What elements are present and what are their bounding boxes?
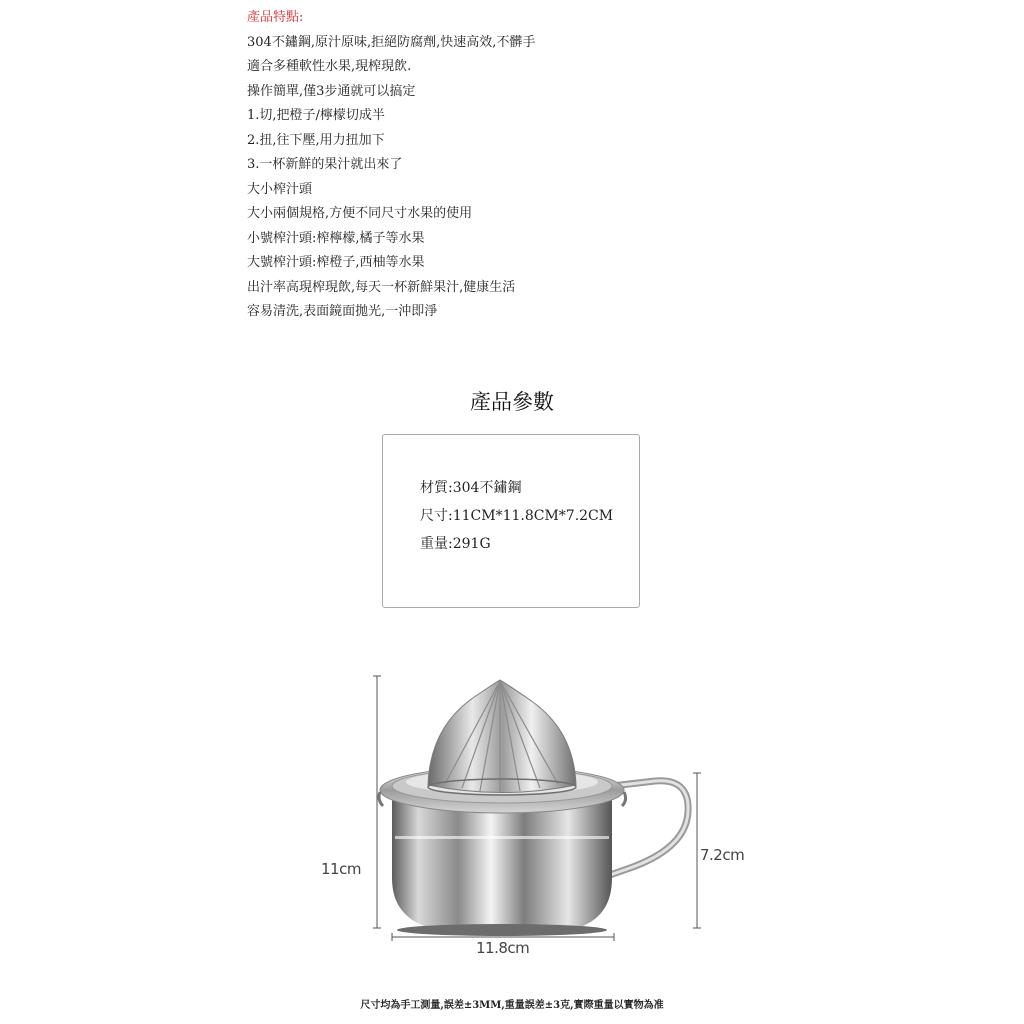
feature-line: 大小榨汁頭: [247, 181, 313, 197]
height-total-label: 11cm: [321, 860, 361, 878]
feature-line: 容易清洗,表面鏡面拋光,一沖即淨: [247, 304, 438, 319]
spec-material: 材質:304不鏽鋼: [420, 480, 522, 496]
bowl-shape: [392, 800, 612, 932]
feature-line: 304不鏽鋼,原汁原味,拒絕防腐劑,快速高效,不髒手: [247, 34, 536, 50]
feature-line: 大小兩個規格,方便不同尺寸水果的使用: [247, 206, 473, 221]
features-title: 產品特點:: [247, 10, 304, 25]
feature-line: 大號榨汁頭:榨橙子,西柚等水果: [247, 255, 425, 270]
feature-line: 2.扭,往下壓,用力扭加下: [247, 132, 385, 148]
feature-line: 小號榨汁頭:榨檸檬,橘子等水果: [247, 230, 425, 246]
width-label: 11.8cm: [476, 939, 530, 957]
feature-line: 操作簡單,僅3步通就可以搞定: [247, 83, 416, 99]
spec-weight: 重量:291G: [420, 536, 491, 552]
params-title: 產品參數: [470, 390, 554, 414]
spec-size: 尺寸:11CM*11.8CM*7.2CM: [420, 508, 614, 524]
footer-note: 尺寸均為手工測量,誤差±3MM,重量誤差±3克,實際重量以實物為准: [360, 1000, 664, 1011]
feature-line: 適合多種軟性水果,現榨現飲.: [247, 59, 412, 74]
feature-line: 1.切,把橙子/檸檬切成半: [247, 108, 385, 123]
height-cup-label: 7.2cm: [700, 846, 745, 864]
feature-line: 3.一杯新鮮的果汁就出來了: [247, 157, 403, 172]
feature-line: 出汁率高現榨現飲,每天一杯新鮮果汁,健康生活: [247, 279, 516, 295]
